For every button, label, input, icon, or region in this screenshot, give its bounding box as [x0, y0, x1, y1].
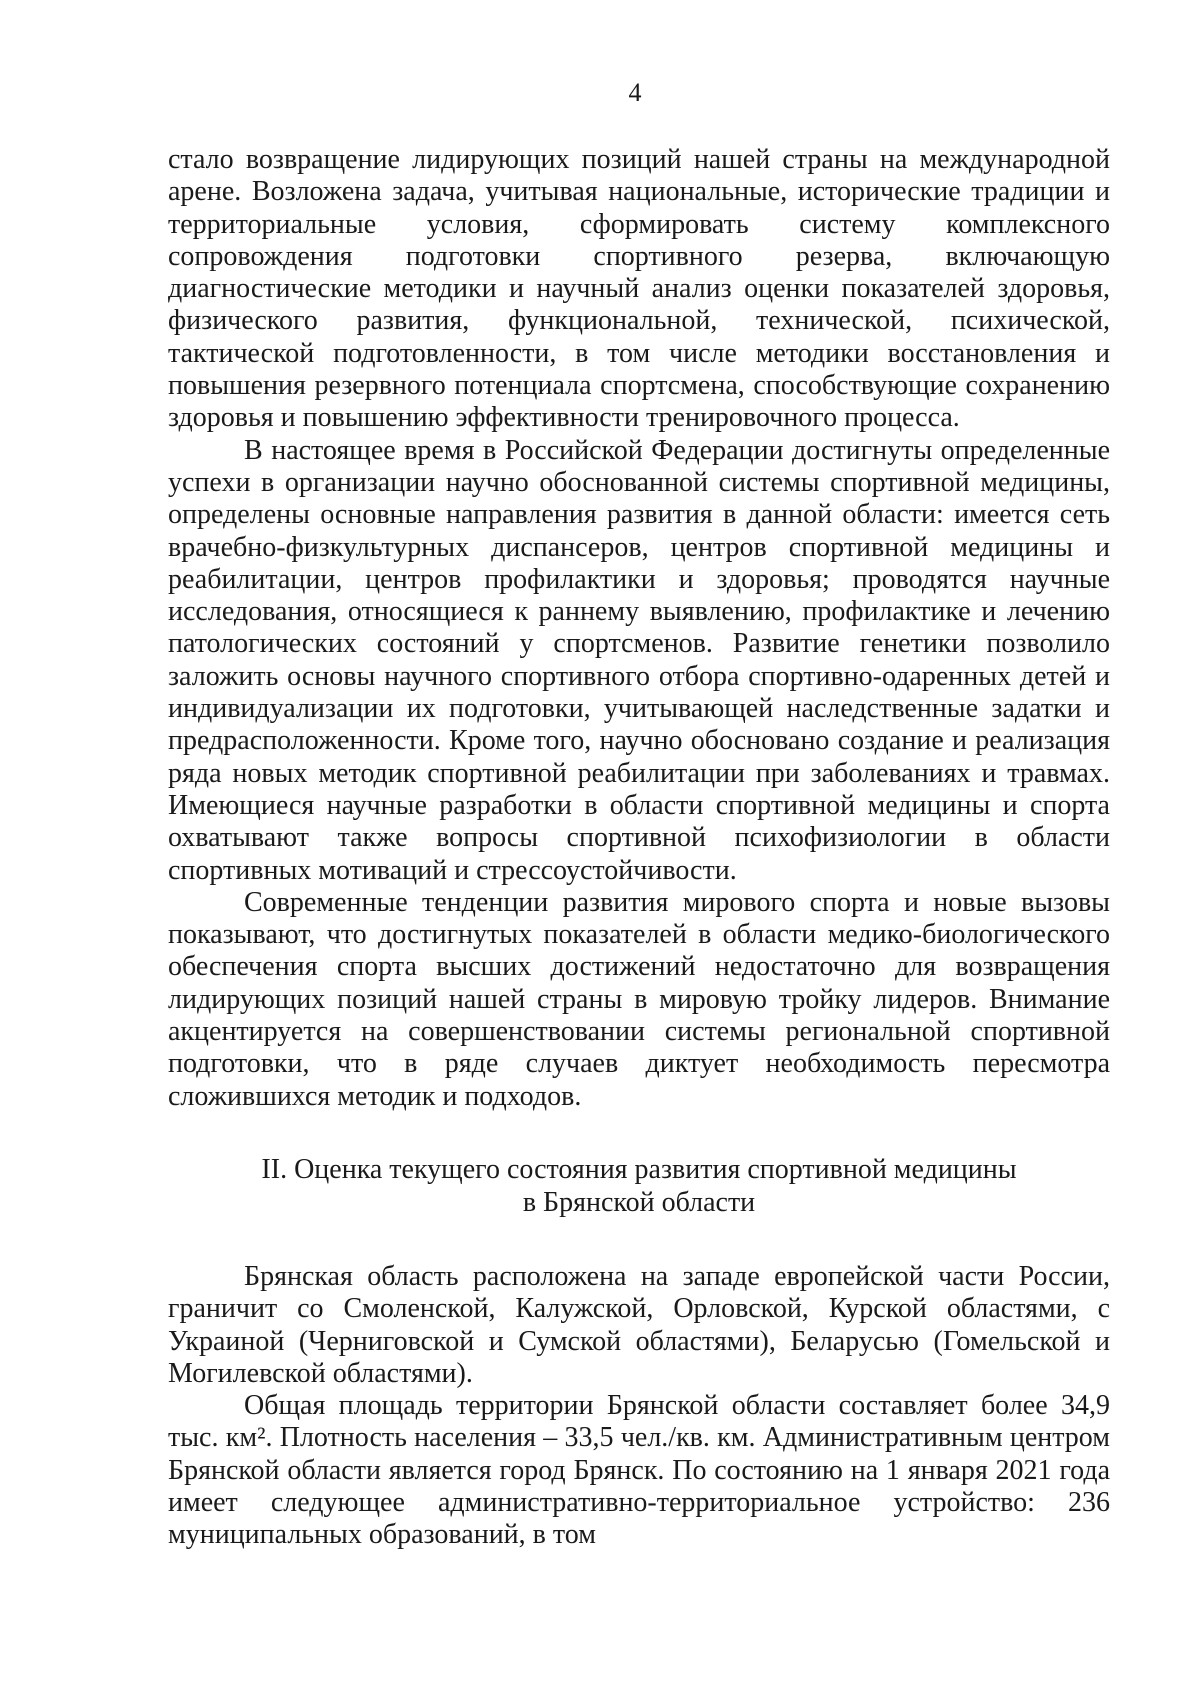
paragraph: Современные тенденции развития мирового спорта и новые вызовы показывают, что достигнутых показателей в области медико-биологического обеспечения спорта высших достижений недостаточно для возвращения лидирующих позиций нашей страны в мировую тройку лидеров. Внимание акцентируется на совершенствовании системы региональной спортивной подготовки, что в ряде случаев диктует необходимость пересмотра сложившихся методик и подходов.: [168, 886, 1110, 1112]
page-number: 4: [628, 78, 642, 107]
section-heading-line-1: II. Оценка текущего состояния развития спортивной медицины: [261, 1153, 1017, 1185]
paragraphs-after-heading: [168, 1261, 1110, 1552]
document-body: [168, 144, 1110, 1552]
paragraph: Общая площадь территории Брянской области составляет более 34,9 тыс. км². Плотность населения – 33,5 чел./кв. км. Административным центром Брянской области является город Брянск. По состоянию на 1 января 2021 года имеет следующее административно-территориальное устройство: 236 муниципальных образований, в том: [168, 1390, 1110, 1551]
section-heading-line-2: в Брянской области: [522, 1186, 756, 1218]
paragraphs-before-heading: [168, 144, 1110, 1113]
paragraph: стало возвращение лидирующих позиций нашей страны на международной арене. Возложена задача, учитывая национальные, исторические традиции и территориальные условия, сформировать систему комплексного сопровождения подготовки спортивного резерва, включающую диагностические методики и научный анализ оценки показателей здоровья, физического развития, функциональной, технической, психической, тактической подготовленности, в том числе методики восстановления и повышения резервного потенциала спортсмена, способствующие сохранению здоровья и повышению эффективности тренировочного процесса.: [168, 144, 1110, 434]
paragraph: В настоящее время в Российской Федерации достигнуты определенные успехи в организации научно обоснованной системы спортивной медицины, определены основные направления развития в данной области: имеется сеть врачебно-физкультурных диспансеров, центров спортивной медицины и реабилитации, центров профилактики и здоровья; проводятся научные исследования, относящиеся к раннему выявлению, профилактике и лечению патологических состояний у спортсменов. Развитие генетики позволило заложить основы научного спортивного отбора спортивно-одаренных детей и индивидуализации их подготовки, учитывающей наследственные задатки и предрасположенности. Кроме того, научно обосновано создание и реализация ряда новых методик спортивной реабилитации при заболеваниях и травмах. Имеющиеся научные разработки в области спортивной медицины и спорта охватывают также вопросы спортивной психофизиологии в области спортивных мотиваций и стрессоустойчивости.: [168, 434, 1110, 886]
section-heading: [168, 1153, 1110, 1219]
paragraph: Брянская область расположена на западе европейской части России, граничит со Смоленской, Калужской, Орловской, Курской областями, с Украиной (Черниговской и Сумской областями), Беларусью (Гомельской и Могилевской областями).: [168, 1260, 1110, 1389]
